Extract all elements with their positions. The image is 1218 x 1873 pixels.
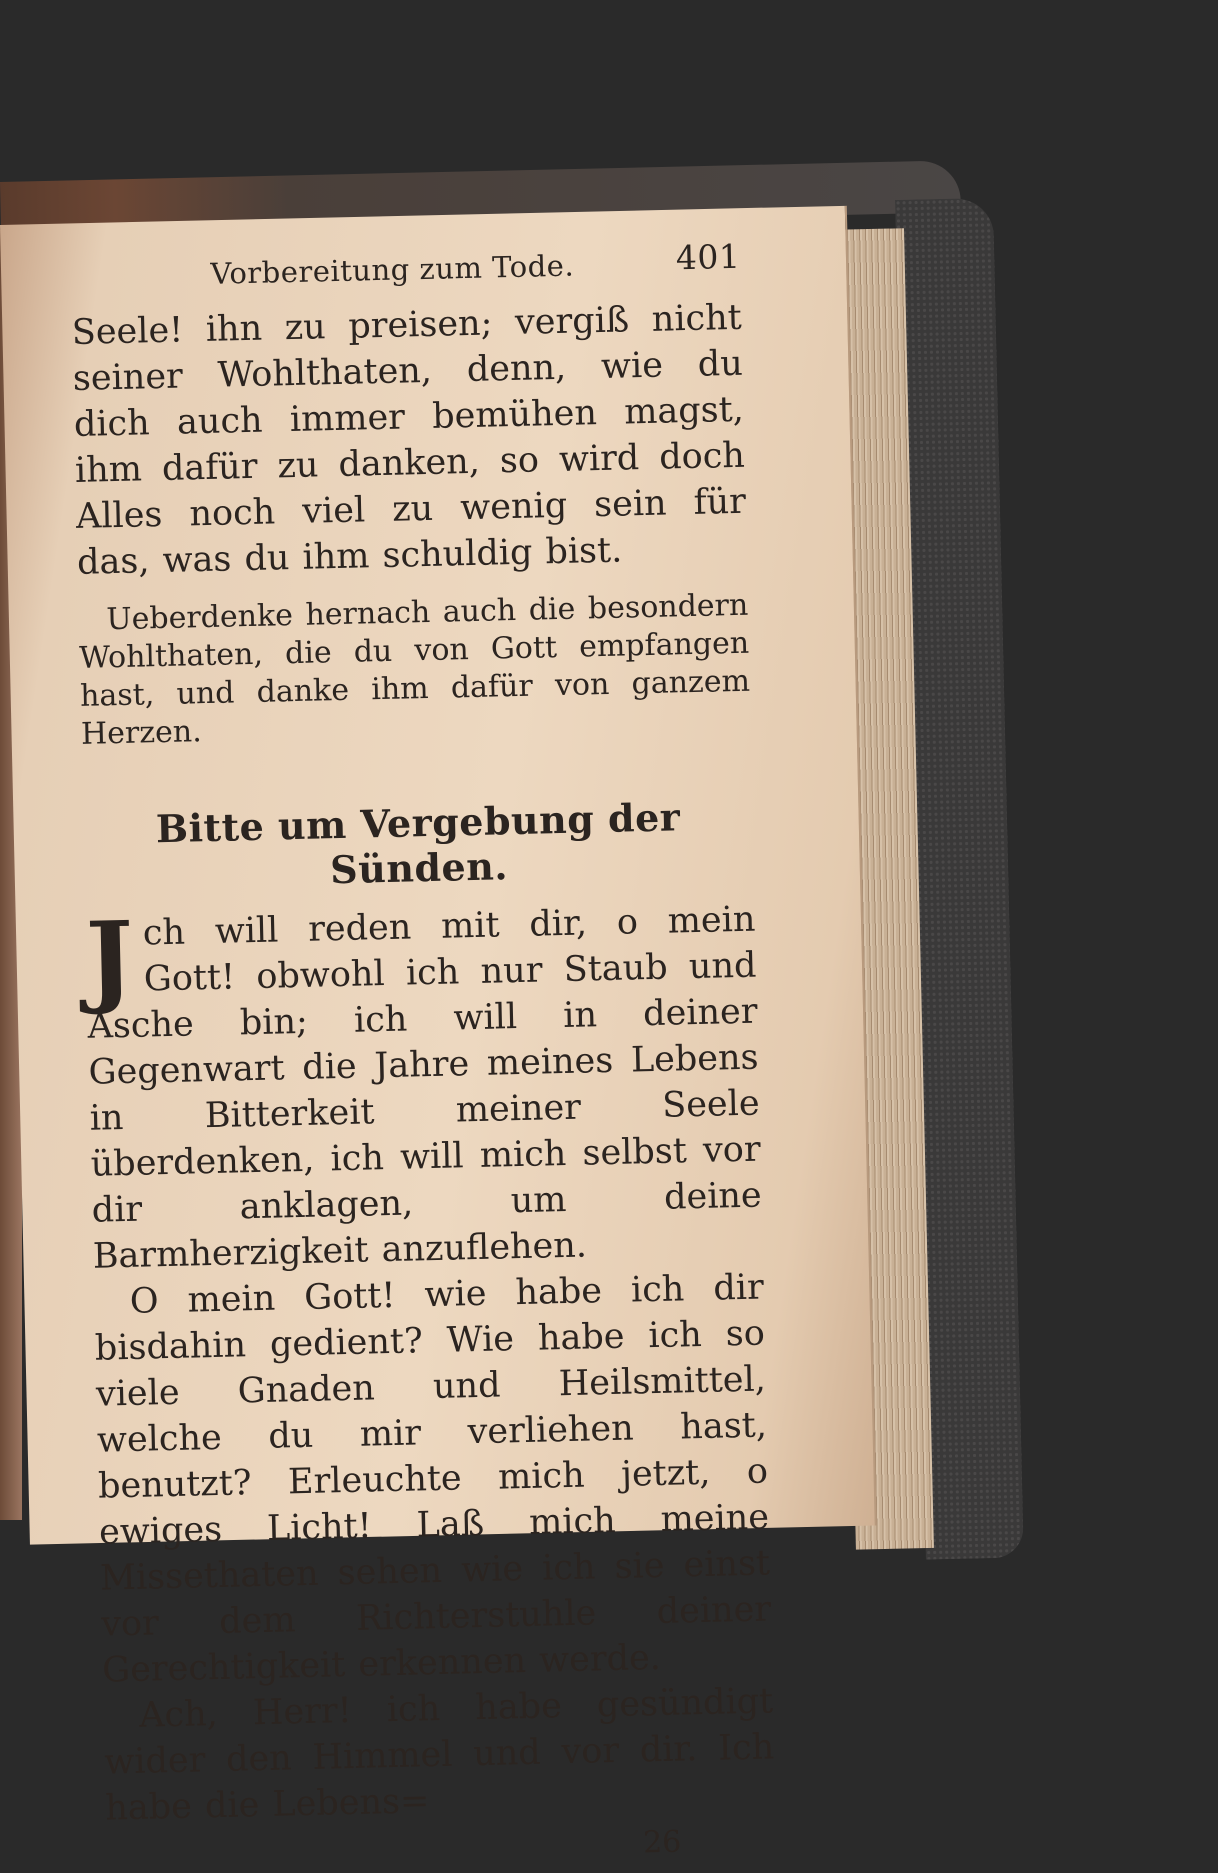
running-title: Vorbereitung zum Tode. bbox=[210, 248, 575, 291]
drop-cap: J bbox=[84, 898, 135, 1018]
signature-mark: 26 bbox=[642, 1824, 682, 1861]
paragraph-1: Seele! ihn zu preisen; vergiß nicht seiner Wohlthaten, denn, wie du dich auch immer bemühen magst, ihm dafür zu danken, so wird doch Alles noch viel zu wenig sein für das, was du ihm schuldig bist. bbox=[71, 297, 747, 583]
paragraph-4: O mein Gott! wie habe ich dir bisdahin gedient? Wie habe ich so viele Gnaden und Heilsmittel, welche du mir verliehen hast, benutzt? Erleuchte mich jetzt, o ewiges Licht! Laß mich meine Missethaten sehen wie ich sie einst vor dem Richterstuhle deiner Gerechtigkeit erkennen werde. bbox=[94, 1267, 772, 1691]
paragraph-2: Ueberdenke hernach auch die besondern Wohlthaten, die du von Gott empfangen hast, und danke ihm dafür von ganzem Herzen. bbox=[78, 587, 751, 752]
paragraph-3 bbox=[85, 897, 763, 1280]
section-heading: Bitte um Vergebung der Sünden. bbox=[155, 794, 681, 893]
page-number: 401 bbox=[675, 236, 741, 278]
paragraph-3-text: ch will reden mit dir, o mein Gott! obwohl ich nur Staub und Asche bin; ich will in deiner Gegenwart die Jahre meines Lebens in Bitterkeit meiner Seele überdenken, ich will mich selbst vor dir anklagen, um deine Barmherzigkeit anzuflehen. bbox=[87, 899, 763, 1277]
paragraph-5: Ach, Herr! ich habe gesündigt wider den Himmel und vor dir. Ich habe die Lebens= bbox=[103, 1681, 775, 1829]
page-text bbox=[70, 235, 777, 1873]
